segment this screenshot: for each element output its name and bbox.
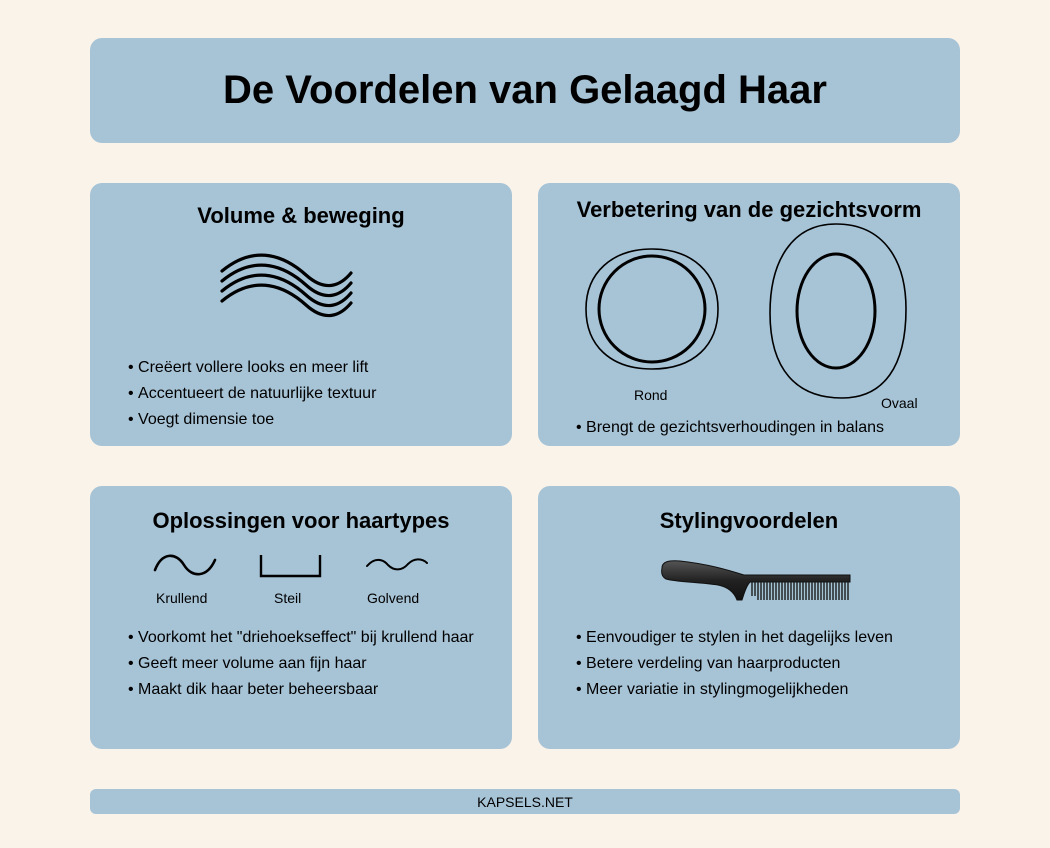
card-volume-title: Volume & beweging [197, 203, 405, 228]
comb-icon [658, 556, 854, 606]
card-style-list [576, 625, 893, 703]
list-item: • Creëert vollere looks en meer lift [128, 355, 376, 381]
list-item: • Voorkomt het "driehoekseffect" bij krullend haar [128, 625, 474, 651]
card-styling [538, 486, 960, 749]
straight-hair-icon [256, 550, 326, 580]
shape-label-ovaal: Ovaal [881, 395, 918, 411]
list-item: • Betere verdeling van haarproducten [576, 651, 893, 677]
card-face-shape [538, 183, 960, 446]
list-item: • Accentueert de natuurlijke textuur [128, 381, 376, 407]
card-face-title: Verbetering van de gezichtsvorm [576, 197, 922, 222]
list-item: • Brengt de gezichtsverhoudingen in balans [576, 415, 884, 441]
card-style-title: Stylingvoordelen [659, 508, 839, 533]
card-types-list [128, 625, 474, 703]
card-hair-types [90, 486, 512, 749]
wavy-line-icon [364, 554, 430, 574]
footer-brand: KAPSELS.NET [477, 794, 573, 810]
card-volume [90, 183, 512, 446]
page-title: De Voordelen van Gelaagd Haar [223, 68, 827, 112]
list-item: • Meer variatie in stylingmogelijkheden [576, 677, 893, 703]
wavy-hair-icon [216, 247, 356, 327]
type-label-steil: Steil [274, 590, 302, 606]
title-banner [90, 38, 960, 143]
footer-bar [90, 789, 960, 814]
list-item: • Eenvoudiger te stylen in het dagelijks leven [576, 625, 893, 651]
card-volume-list [128, 355, 376, 433]
shape-label-rond: Rond [634, 387, 668, 403]
round-face-icon [582, 245, 722, 373]
card-face-list [576, 415, 884, 441]
curly-wave-icon [152, 550, 218, 580]
oval-face-icon [766, 221, 910, 401]
type-label-krullend: Krullend [156, 590, 208, 606]
type-label-golvend: Golvend [367, 590, 420, 606]
list-item: • Maakt dik haar beter beheersbaar [128, 677, 474, 703]
card-types-title: Oplossingen voor haartypes [152, 508, 450, 533]
list-item: • Voegt dimensie toe [128, 407, 376, 433]
list-item: • Geeft meer volume aan fijn haar [128, 651, 474, 677]
